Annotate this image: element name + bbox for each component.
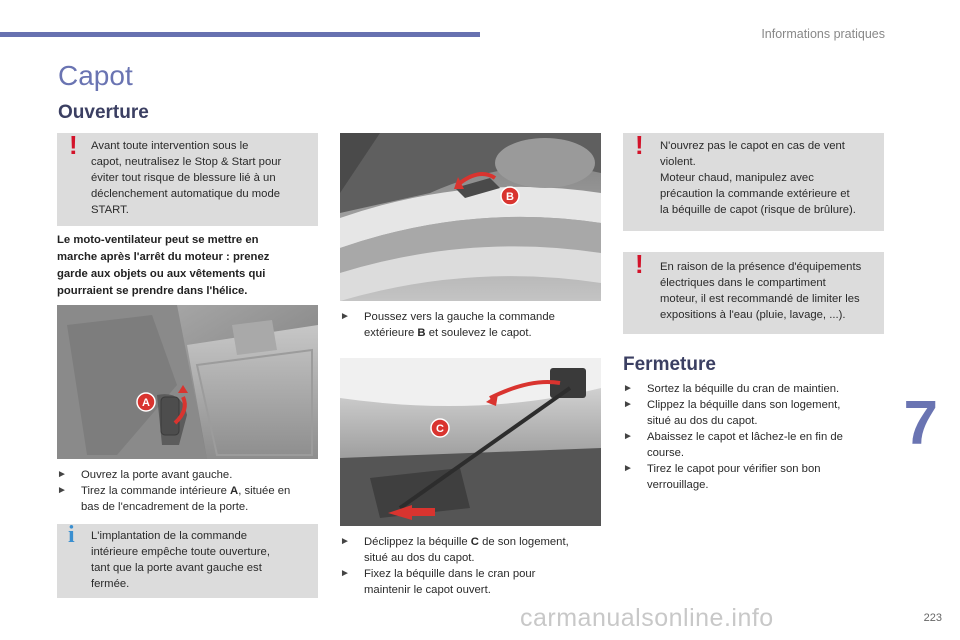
step-line: situé au dos du capot. <box>364 552 475 564</box>
text-line: pourraient se prendre dans l'hélice. <box>57 285 248 297</box>
step-line: course. <box>647 447 685 459</box>
text-line: marche après l'arrêt du moteur : prenez <box>57 251 270 263</box>
text-line: électriques dans le compartiment <box>660 277 826 289</box>
warning-text <box>91 138 281 218</box>
text-line: déclenchement automatique du mode <box>91 188 281 200</box>
text-line: la béquille de capot (risque de brûlure). <box>660 204 856 216</box>
label-b: B <box>506 191 514 203</box>
step-line: Clippez la béquille dans son logement, <box>647 399 841 411</box>
text-line: capot, neutralisez le Stop & Start pour <box>91 156 282 168</box>
step-item <box>57 483 290 515</box>
opening-heading: Ouverture <box>58 102 149 123</box>
step-item <box>340 309 555 341</box>
arrow-bullet-icon: ► <box>623 383 633 394</box>
step-line: Sortez la béquille du cran de maintien. <box>647 383 840 395</box>
step-line: Tirez la commande intérieure A, située en <box>81 485 291 497</box>
step-item <box>623 381 843 397</box>
text-line: N'ouvrez pas le capot en cas de vent <box>660 140 845 152</box>
section-header: Informations pratiques <box>761 27 885 41</box>
text-line: tant que la porte avant gauche est <box>91 562 262 574</box>
step-item <box>340 534 569 566</box>
text-line: garde aux objets ou aux vêtements qui <box>57 268 266 280</box>
step-line: extérieure B et soulevez le capot. <box>364 327 532 339</box>
text-line: START. <box>91 204 129 216</box>
text-line: intérieure empêche toute ouverture, <box>91 546 270 558</box>
step-item <box>623 397 843 429</box>
text-line: L'implantation de la commande <box>91 530 248 542</box>
arrow-bullet-icon: ► <box>623 399 633 410</box>
step-item <box>623 461 843 493</box>
info-box-lever <box>57 524 318 598</box>
arrow-bullet-icon: ► <box>340 536 350 547</box>
exclamation-icon: ! <box>635 249 644 279</box>
exclamation-icon: ! <box>69 130 78 160</box>
step-line: Tirez le capot pour vérifier son bon <box>647 463 821 475</box>
warning-box-electrical <box>623 249 884 334</box>
photo-interior-lever <box>57 305 318 459</box>
arrow-bullet-icon: ► <box>623 463 633 474</box>
arrow-bullet-icon: ► <box>340 311 350 322</box>
fan-warning-text <box>57 232 269 300</box>
watermark: carmanualsonline.info <box>520 604 774 632</box>
steps-prop <box>340 534 569 598</box>
text-line: précaution la commande extérieure et <box>660 188 850 200</box>
steps-door <box>57 467 290 515</box>
step-line: situé au dos du capot. <box>647 415 758 427</box>
text-line: violent. <box>660 156 696 168</box>
step-item <box>57 467 290 483</box>
step-line: Abaissez le capot et lâchez-le en fin de <box>647 431 843 443</box>
arrow-bullet-icon: ► <box>57 469 67 480</box>
steps-closing <box>623 381 843 493</box>
warning-text <box>660 138 856 218</box>
page-title: Capot <box>58 60 133 91</box>
step-line: Ouvrez la porte avant gauche. <box>81 469 233 481</box>
exterior-control-illustration <box>340 133 601 301</box>
photo-exterior-control <box>340 133 601 301</box>
label-c: C <box>436 423 444 435</box>
prop-rod-illustration <box>340 358 601 526</box>
text-line: fermée. <box>91 578 130 590</box>
steps-push <box>340 309 555 341</box>
step-line: bas de l'encadrement de la porte. <box>81 501 249 513</box>
text-line: moteur, il est recommandé de limiter les <box>660 293 860 305</box>
text-line: Avant toute intervention sous le <box>91 140 249 152</box>
closing-heading: Fermeture <box>623 354 716 375</box>
step-line: Fixez la béquille dans le cran pour <box>364 568 536 580</box>
photo-prop-rod <box>340 358 601 526</box>
exclamation-icon: ! <box>635 130 644 160</box>
warning-text <box>660 259 861 323</box>
text-line: Moteur chaud, manipulez avec <box>660 172 814 184</box>
arrow-bullet-icon: ► <box>623 431 633 442</box>
step-line: Déclippez la béquille C de son logement, <box>364 536 569 548</box>
step-line: maintenir le capot ouvert. <box>364 584 491 596</box>
step-item <box>623 429 843 461</box>
warning-box-wind <box>623 130 884 231</box>
arrow-bullet-icon: ► <box>340 568 350 579</box>
info-text <box>91 528 270 592</box>
text-line: Le moto-ventilateur peut se mettre en <box>57 234 259 246</box>
text-line: expositions à l'eau (pluie, lavage, ...). <box>660 309 846 321</box>
chapter-number: 7 <box>903 389 938 458</box>
step-line: Poussez vers la gauche la commande <box>364 311 555 323</box>
text-line: éviter tout risque de blessure lié à un <box>91 172 276 184</box>
arrow-bullet-icon: ► <box>57 485 67 496</box>
label-a: A <box>142 397 150 409</box>
header-bar <box>0 32 480 37</box>
interior-lever-illustration <box>57 305 318 459</box>
info-icon: i <box>68 522 75 548</box>
page-number: 223 <box>923 612 942 624</box>
text-line: En raison de la présence d'équipements <box>660 261 862 273</box>
step-line: verrouillage. <box>647 479 709 491</box>
warning-box-intervention <box>57 130 318 226</box>
step-item <box>340 566 569 598</box>
